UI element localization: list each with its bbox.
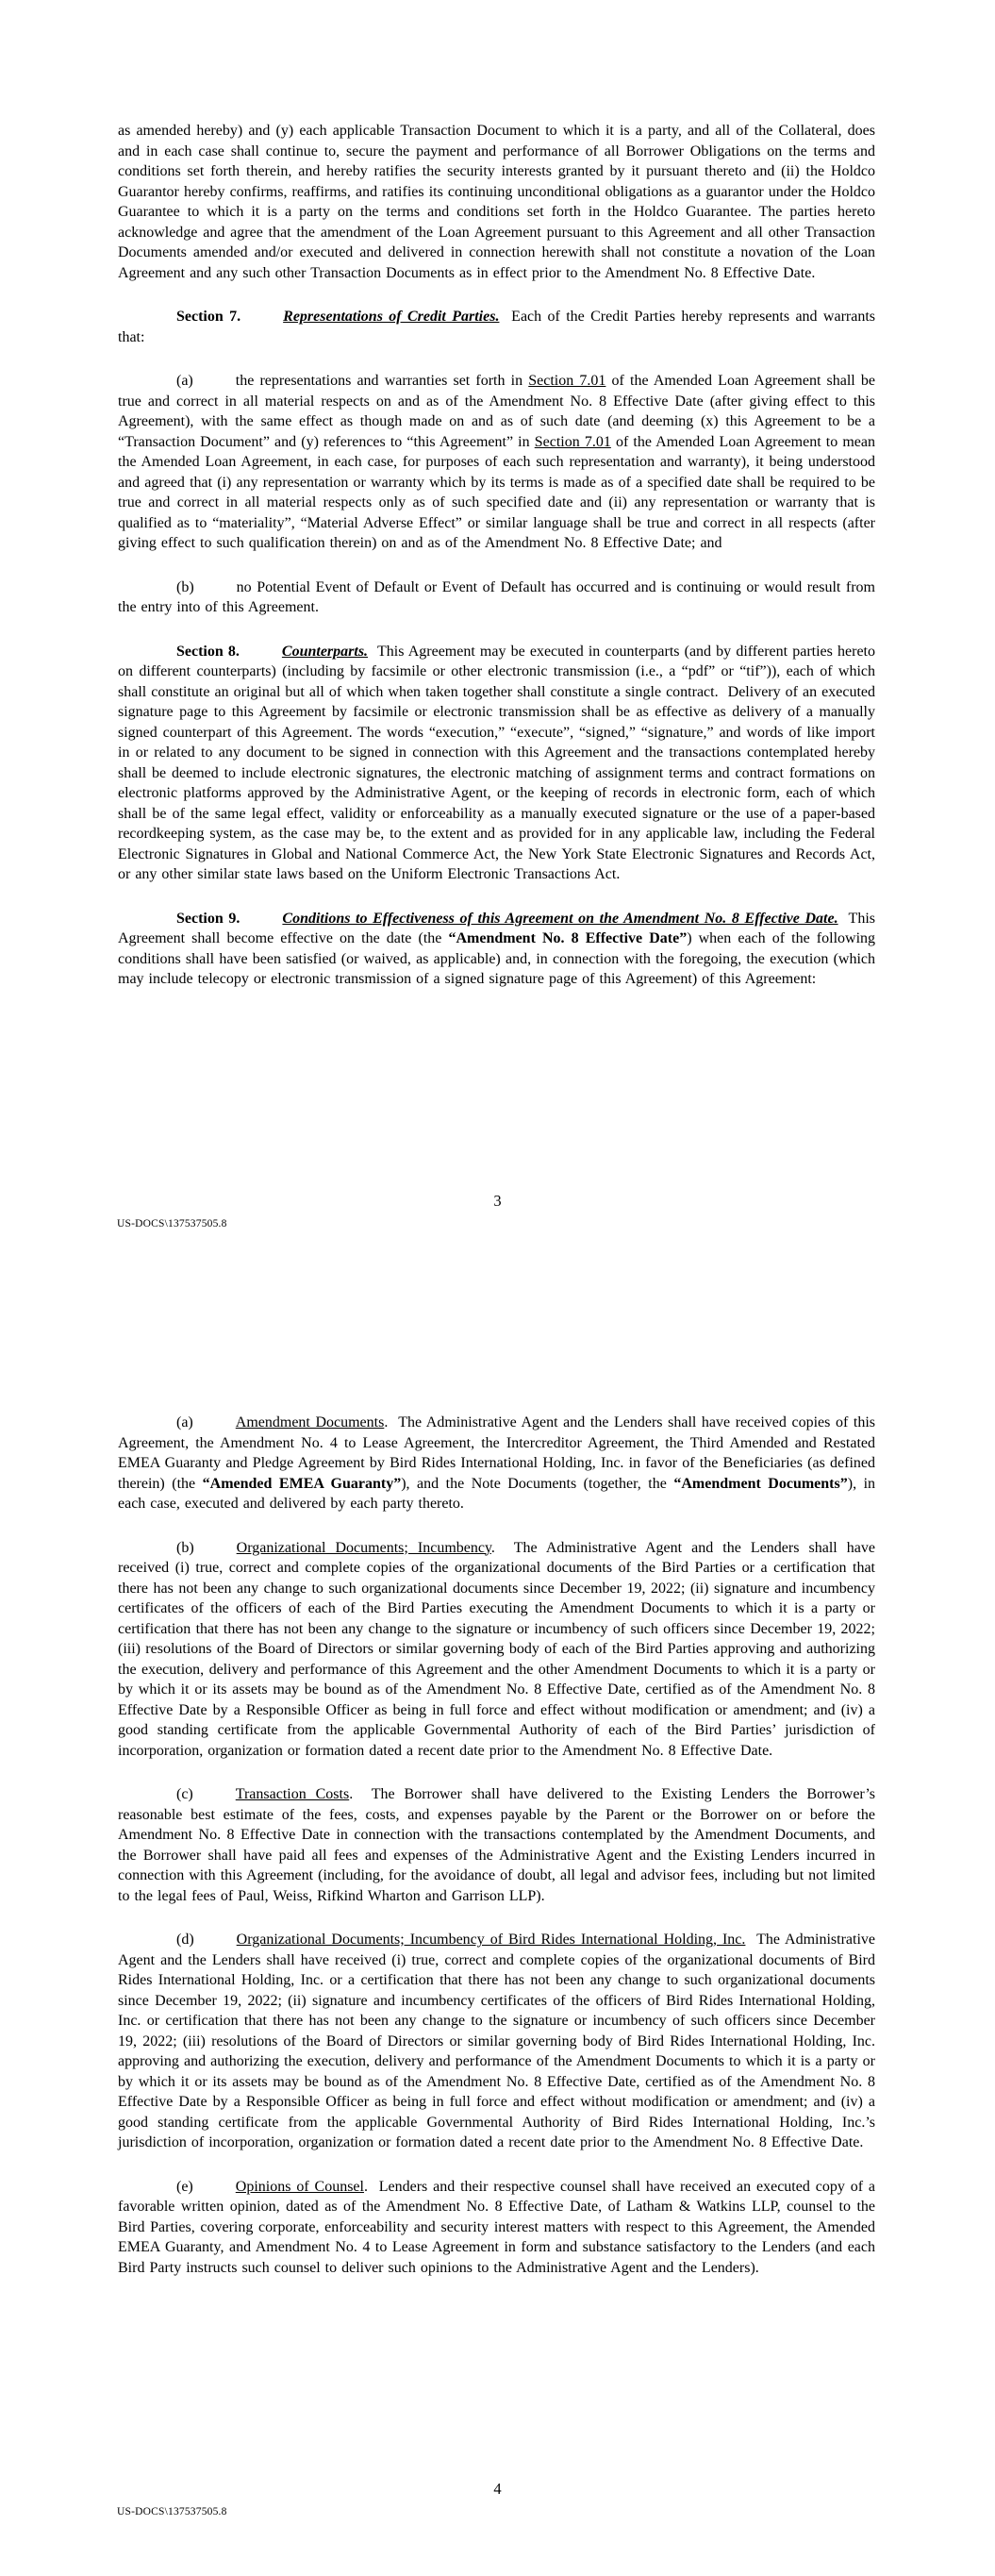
text-run: (d): [176, 1932, 194, 1948]
text-run: of the Amended Loan Agreement to mean the Amended Loan Agreement, in each case, for purposes of each such representation and warranty), it being understood and agreed that (i) any representation or warranty which by its terms is made as of a specified date shall be required to be true and correct in all material respects only as of such specified date and (ii) any representation or warranty that is qualified as to “materiality”, “Material Adverse Effect” or similar language shall be true and correct in all respects (after giving effect to such qualification therein) on and as of the Amendment No. 8 Effective Date; and: [118, 433, 876, 551]
page-3-number: 3: [493, 1192, 502, 1210]
clause-7a-paragraph: [118, 371, 875, 554]
text-run: . The Administrative Agent and the Lenders shall have received copies of this Agreement, the Amendment No. 4 to Lease Agreement, the Intercreditor Agreement, the Third Amended and Restated EMEA Guaranty and Pledge Agreement by Bird Rides International Holding, Inc. in favor of the Beneficiaries (as defined therein) (the: [118, 1414, 875, 1492]
section-7-heading-paragraph: [118, 307, 875, 347]
text-run: ) when each of the following conditions shall have been satisfied (or waived, as applicable) and, in connection with the foregoing, the execution (which may include telecopy or electronic transmission of a signed signature page of this Agreement) of this Agreement:: [118, 930, 876, 987]
clause-9c-paragraph: [118, 1784, 875, 1906]
text-run: Representations of Credit Parties.: [283, 309, 500, 325]
text-run: no Potential Event of Default or Event of Default has occurred and is continuing or would result from the entry into of this Agreement.: [118, 578, 875, 615]
clause-9d-paragraph: [118, 1930, 875, 2153]
text-run: Conditions to Effectiveness of this Agreement on the Amendment No. 8 Effective Date.: [282, 910, 838, 927]
text-run: Section 7.: [176, 309, 241, 325]
text-run: ), in each case, executed and delivered by each party thereto.: [118, 1475, 876, 1512]
text-run: Section 8.: [176, 643, 240, 660]
text-run: (a): [176, 373, 193, 389]
text-run: This Agreement shall become effective on the date (the: [118, 910, 876, 946]
text-run: (a): [176, 1414, 193, 1430]
text-run: ), and the Note Documents (together, the: [401, 1475, 674, 1492]
text-run: . The Administrative Agent and the Lenders shall have received (i) true, correct and complete copies of the organizational documents of the Bird Parties or a certification that there has not been any change to such organizational documents since December 19, 2022; (ii) signature and incumbency certificates of the officers of each of the Bird Parties executing the Amendment Documents to which it is a party or certification that there has not been any change to the signature or incumbency of such officers since December 19, 2022; (iii) resolutions of the Board of Directors or similar governing body of each of the Bird Parties approving and authorizing the execution, delivery and performance of this Agreement and the other Amendment Documents to which it is a party or by which it or its assets may be bound as of the Amendment No. 8 Effective Date, certified as of the Amendment No. 8 Effective Date by a Responsible Officer as being in full force and effect without modification or amendment; and (iv) a good standing certificate from the applicable Governmental Authority of each of the Bird Parties’ jurisdiction of incorporation, organization or formation dated a recent date prior to the Amendment No. 8 Effective Date.: [118, 1539, 875, 1759]
text-run: The Administrative Agent and the Lenders shall have received (i) true, correct and complete copies of the organizational documents of Bird Rides International Holding, Inc. or a certification that there has not been any change to such organizational documents since December 19, 2022; (ii) signature and incumbency certificates of the officers of Bird Rides International Holding, Inc. or certification that there has not been any change to the signature or incumbency of such officers since December 19, 2022; (iii) resolutions of the Board of Directors or similar governing body of Bird Rides International Holding, Inc. approving and authorizing the execution, delivery and performance of the Amendment Documents to which it is a party or by which it or its assets may be bound as of the Amendment No. 8 Effective Date, certified as of the Amendment No. 8 Effective Date by a Responsible Officer as being in full force and effect without modification or amendment; and (iv) a good standing certificate from the applicable Governmental Authority of Bird Rides International Holding, Inc.’s jurisdiction of incorporation, organization or formation dated a recent date prior to the Amendment No. 8 Effective Date.: [118, 1932, 876, 2150]
page-4-body: [118, 1413, 875, 2278]
text-run: (b): [176, 578, 194, 595]
section-8-heading-paragraph: [118, 642, 875, 885]
text-run: Section 9.: [176, 910, 240, 927]
text-run: “Amendment Documents”: [673, 1475, 848, 1492]
page-3-body: [118, 121, 875, 990]
text-run: . Lenders and their respective counsel shall have received an executed copy of a favorable written opinion, dated as of the Amendment No. 8 Effective Date, of Latham & Watkins LLP, counsel to the Bird Parties, covering corporate, enforceability and security interest matters with respect to this Agreement, the Amended EMEA Guaranty, and Amendment No. 4 to Lease Agreement in form and substance satisfactory to the Lenders (and each Bird Party instructs such counsel to deliver such opinions to the Administrative Agent and the Lenders).: [118, 2178, 875, 2276]
clause-9a-paragraph: [118, 1413, 875, 1514]
text-run: . The Borrower shall have delivered to the Existing Lenders the Borrower’s reasonable best estimate of the fees, costs, and expenses payable by the Parent or the Borrower on or before the Amendment No. 8 Effective Date in connection with the transactions contemplated by the Amendment Documents, and the Borrower shall have paid all fees and expenses of the Administrative Agent and the Existing Lenders incurred in connection with this Agreement (including, for the avoidance of doubt, all legal and advisor fees, including but not limited to the legal fees of Paul, Weiss, Rifkind Wharton and Garrison LLP).: [118, 1786, 876, 1904]
page-4: [0, 1288, 995, 2576]
clause-7b-paragraph: [118, 577, 875, 618]
text-run: This Agreement may be executed in counterparts (and by different parties hereto on different counterparts) (including by facsimile or other electronic transmission (i.e., a “pdf” or “tif”)), each of which shall constitute an original but all of which when taken together shall constitute a single contract. Delivery of an executed signature page to this Agreement by facsimile or electronic transmission shall be as effective as delivery of a manually signed counterpart of this Agreement. The words “execution,” “execute”, “signed,” “signature,” and words of like import in or related to any document to be signed in connection with this Agreement and the transactions contemplated hereby shall be deemed to include electronic signatures, the electronic matching of assignment terms and contract formations on electronic platforms approved by the Administrative Agent, or the keeping of records in electronic form, each of which shall be of the same legal effect, validity or enforceability as a manually executed signature or the use of a paper-based recordkeeping system, as the case may be, to the extent and as provided for in any applicable law, including the Federal Electronic Signatures in Global and National Commerce Act, the New York State Electronic Signatures and Records Act, or any other similar state laws based on the Uniform Electronic Transactions Act.: [118, 643, 875, 882]
page-4-number: 4: [493, 2480, 502, 2498]
text-run: of the Amended Loan Agreement shall be true and correct in all material respects on and as of the Amendment No. 8 Effective Date (after giving effect to this Agreement), with the same effect as though made on and as of such date (and deeming (x) this Agreement to be a “Transaction Document” and (y) references to “this Agreement” in: [118, 373, 875, 450]
text-run: Section 7.01: [534, 433, 611, 450]
text-run: “Amendment No. 8 Effective Date”: [448, 930, 688, 946]
text-run: Section 7.01: [528, 373, 606, 389]
text-run: as amended hereby) and (y) each applicable Transaction Document to which it is a party, and all of the Collateral, does and in each case shall continue to, secure the payment and performance of all Borrower Obligations on the terms and conditions set forth therein, and hereby ratifies the security interests granted by it pursuant thereto and (ii) the Holdco Guarantor hereby confirms, reaffirms, and ratifies its continuing unconditional obligations as a guarantor under the Holdco Guarantee to which it is a party on the terms and conditions set forth in the Holdco Guarantee. The parties hereto acknowledge and agree that the amendment of the Loan Agreement pursuant to this Agreement and all other Transaction Documents amended and/or executed and delivered in connection herewith shall not constitute a novation of the Loan Agreement and any such other Transaction Documents as in effect prior to the Amendment No. 8 Effective Date.: [118, 123, 875, 281]
text-run: Transaction Costs: [235, 1786, 350, 1802]
text-run: Each of the Credit Parties hereby represents and warrants that:: [118, 309, 876, 345]
text-run: (c): [176, 1786, 193, 1802]
text-run: Organizational Documents; Incumbency: [236, 1539, 491, 1556]
document-id-footer: US-DOCS\137537505.8: [117, 2506, 227, 2517]
clause-9b-paragraph: [118, 1538, 875, 1762]
text-run: Amendment Documents: [235, 1414, 385, 1430]
text-run: Opinions of Counsel: [235, 2178, 364, 2195]
clause-9e-paragraph: [118, 2177, 875, 2279]
text-run: (e): [176, 2178, 193, 2195]
continuation-paragraph: [118, 121, 875, 283]
text-run: (b): [176, 1539, 194, 1556]
text-run: Organizational Documents; Incumbency of Bird Rides International Holding, Inc.: [236, 1932, 746, 1948]
section-9-heading-paragraph: [118, 909, 875, 990]
text-run: the representations and warranties set forth in: [235, 373, 529, 389]
text-run: “Amended EMEA Guaranty”: [202, 1475, 402, 1492]
document-id-footer: US-DOCS\137537505.8: [117, 1218, 227, 1229]
text-run: Counterparts.: [281, 643, 369, 660]
